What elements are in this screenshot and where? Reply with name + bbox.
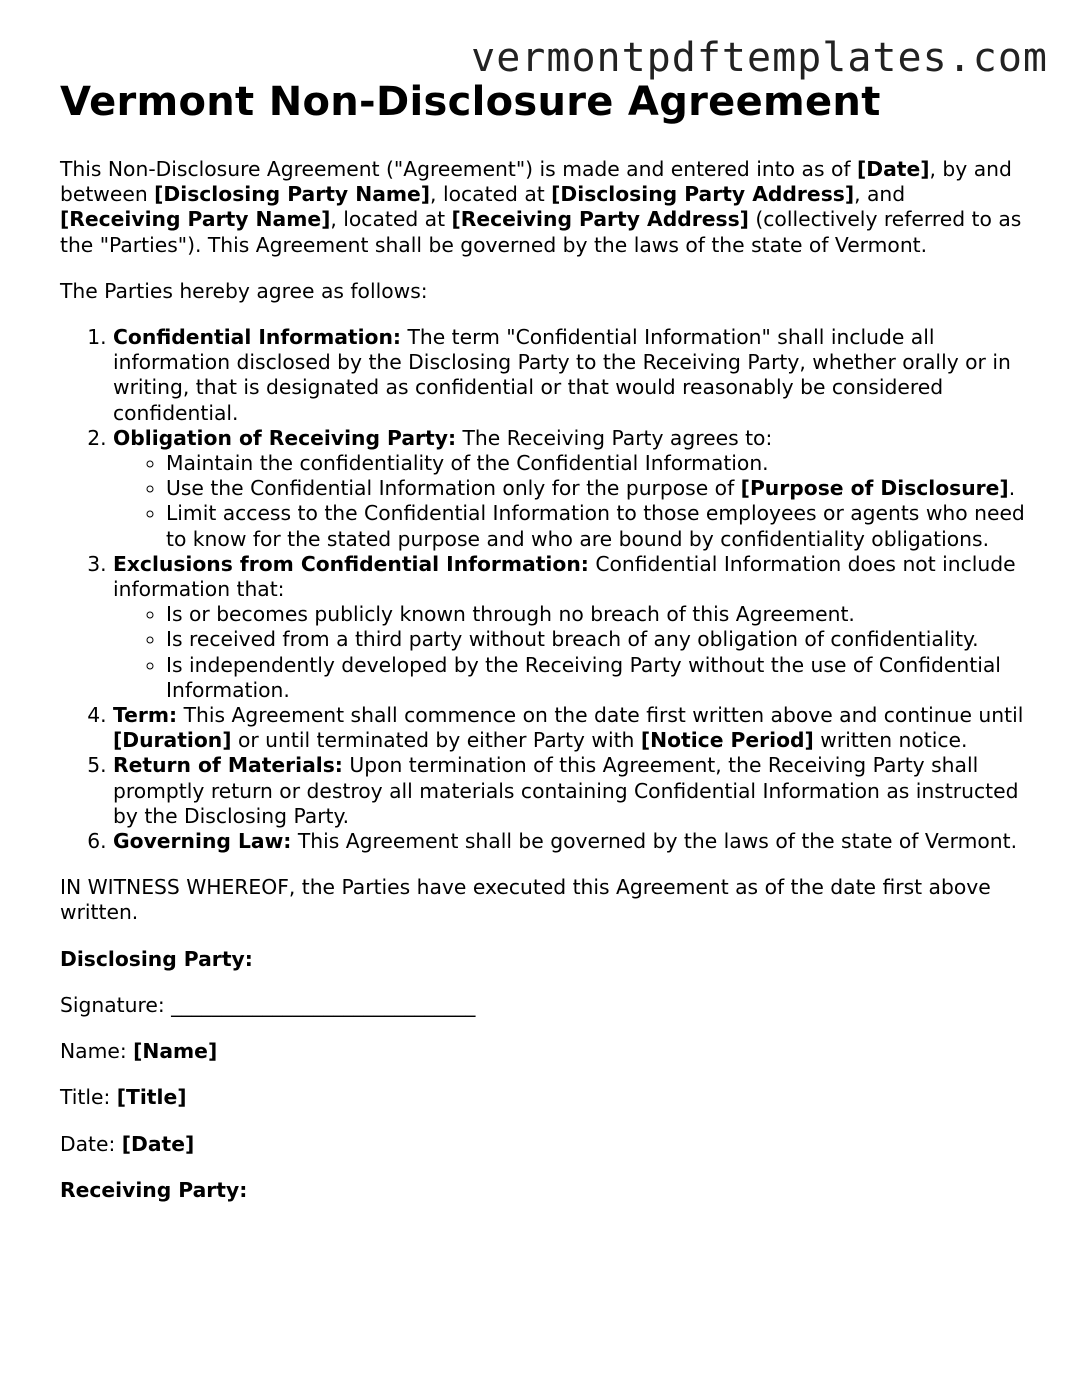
receiving-party-heading — [60, 1178, 1030, 1203]
intro-text: (collectively referred to as the "Parties"). This Agreement shall be governed by the laws of the state of Vermont. — [60, 207, 1022, 257]
title-line — [60, 1085, 1030, 1110]
signature-line — [60, 993, 1030, 1018]
clause-confidential-information — [113, 325, 1030, 426]
agree-paragraph: The Parties hereby agree as follows: — [60, 278, 428, 303]
exclusion-bullets — [113, 602, 1030, 703]
clause-text: or until terminated by either Party with — [231, 728, 641, 753]
obligation-bullets — [113, 451, 1030, 552]
date-line — [60, 1132, 1030, 1157]
placeholder-receiving-address: [Receiving Party Address] — [451, 207, 749, 232]
clause-heading: Confidential Information: — [113, 325, 402, 350]
watermark-text: vermontpdftemplates.com — [471, 35, 1048, 81]
intro-text: , and — [854, 182, 906, 207]
bullet-text: . — [1008, 476, 1016, 501]
clause-heading: Exclusions from Confidential Information: — [113, 551, 589, 576]
intro-text: , by and between — [60, 157, 1012, 207]
witness-paragraph: IN WITNESS WHEREOF, the Parties have executed this Agreement as of the date first above written. — [60, 875, 991, 925]
clause-text: Upon termination of this Agreement, the Receiving Party shall promptly return or destroy all materials containing Confidential Information as instructed by the Disclosing Party. — [113, 753, 1019, 828]
name-label: Name: — [60, 1039, 134, 1064]
clause-text: The Receiving Party agrees to: — [456, 425, 773, 450]
intro-text: , located at — [330, 207, 452, 232]
name-line — [60, 1039, 1030, 1064]
placeholder-notice-period: [Notice Period] — [640, 728, 814, 753]
title-label: Title: — [60, 1085, 117, 1110]
clause-text: Confidential Information does not include information that: — [113, 551, 1016, 602]
clause-text: This Agreement shall be governed by the laws of the state of Vermont. — [291, 829, 1018, 854]
placeholder-duration: [Duration] — [113, 728, 232, 753]
section-heading: Disclosing Party: — [60, 946, 253, 971]
signature-blank: ______________________________ — [171, 992, 476, 1017]
placeholder-date: [Date] — [856, 157, 930, 181]
placeholder-name: [Name] — [133, 1039, 218, 1064]
bullet-item: ◦ Limit access to the Confidential Information to those employees or agents who need to know for the stated purpose and who are bound by confidentiality obligations. — [166, 501, 1030, 551]
bullet-text: Use the Confidential Information only for the purpose of — [166, 476, 741, 501]
clause-text: The term "Confidential Information" shall include all information disclosed by the Disclosing Party to the Receiving Party, whether orally or in writing, that is designated as confidential or that would reasonably be considered confidential. — [113, 325, 1011, 425]
clause-heading: Return of Materials: — [113, 753, 343, 778]
placeholder-date: [Date] — [121, 1131, 195, 1156]
clause-obligation — [113, 426, 1030, 552]
clause-term — [113, 703, 1030, 753]
clause-heading: Obligation of Receiving Party: — [113, 425, 457, 450]
page-title: Vermont Non-Disclosure Agreement — [60, 79, 881, 125]
clause-heading: Governing Law: — [113, 829, 292, 854]
placeholder-purpose: [Purpose of Disclosure] — [740, 476, 1009, 501]
clause-heading: Term: — [113, 703, 178, 728]
section-heading: Receiving Party: — [60, 1177, 248, 1202]
intro-text: This Non-Disclosure Agreement ("Agreement") is made and entered into as of — [60, 157, 857, 181]
disclosing-party-heading — [60, 947, 1030, 972]
bullet-item — [166, 476, 1030, 501]
clause-list — [60, 325, 1030, 854]
placeholder-disclosing-address: [Disclosing Party Address] — [551, 182, 855, 207]
bullet-item: ◦ Is or becomes publicly known through no breach of this Agreement. — [166, 602, 1030, 627]
intro-text: , located at — [430, 182, 552, 207]
intro-paragraph — [60, 157, 1030, 258]
date-label: Date: — [60, 1131, 122, 1156]
clause-governing-law — [113, 829, 1030, 854]
clause-text: This Agreement shall commence on the date first written above and continue until — [177, 703, 1024, 728]
clause-return-of-materials — [113, 753, 1030, 829]
document-body — [60, 78, 1030, 1203]
signature-label: Signature: — [60, 992, 172, 1017]
placeholder-receiving-name: [Receiving Party Name] — [60, 207, 331, 232]
clause-text: written notice. — [813, 728, 968, 753]
bullet-item: ◦ Is received from a third party without breach of any obligation of confidentiality. — [166, 627, 1030, 652]
clause-exclusions — [113, 552, 1030, 703]
placeholder-disclosing-name: [Disclosing Party Name] — [154, 182, 431, 207]
bullet-item: ◦ Is independently developed by the Receiving Party without the use of Confidential Information. — [166, 653, 1030, 703]
bullet-item: ◦ Maintain the confidentiality of the Confidential Information. — [166, 451, 1030, 476]
placeholder-title: [Title] — [116, 1085, 187, 1110]
